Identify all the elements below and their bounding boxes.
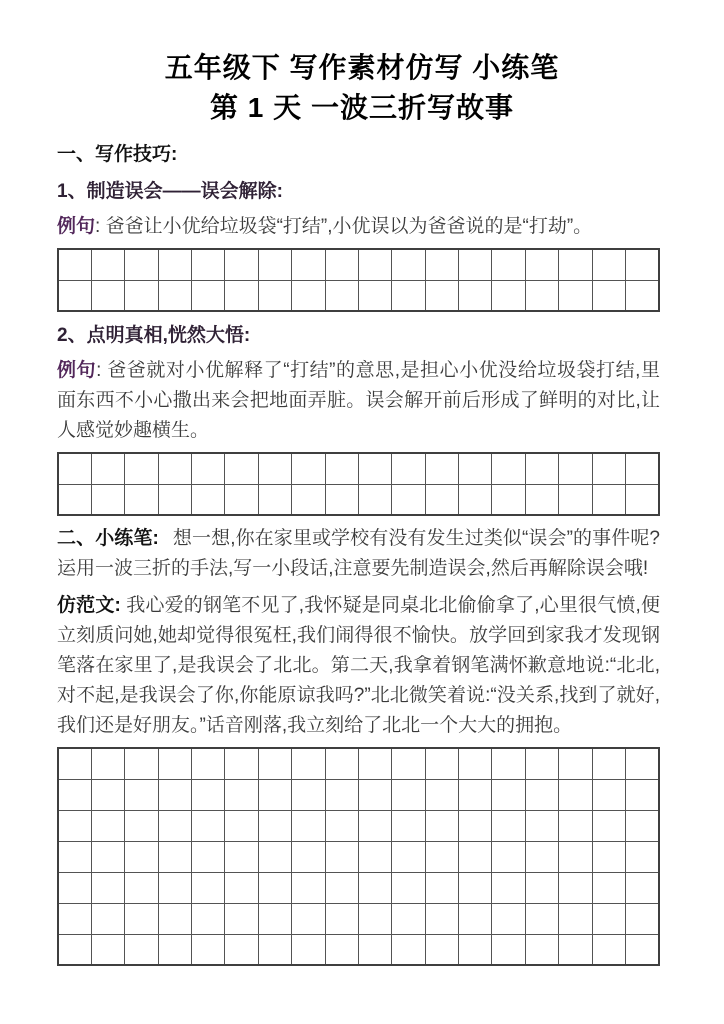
grid-cell — [525, 280, 558, 311]
grid-cell — [392, 841, 425, 872]
grid-cell — [492, 934, 525, 965]
grid-cell — [625, 779, 659, 810]
grid-cell — [559, 748, 592, 779]
grid-cell — [325, 748, 358, 779]
grid-cell — [459, 779, 492, 810]
grid-cell — [525, 903, 558, 934]
grid-cell — [225, 249, 258, 280]
grid-cell — [459, 453, 492, 484]
grid-cell — [358, 453, 391, 484]
grid-cell — [559, 280, 592, 311]
grid-cell — [492, 484, 525, 515]
grid-cell — [459, 748, 492, 779]
grid-cell — [425, 748, 458, 779]
writing-grid-2 — [57, 452, 660, 516]
grid-cell — [358, 280, 391, 311]
grid-cell — [492, 249, 525, 280]
practice-prompt — [57, 524, 660, 584]
grid-cell — [425, 810, 458, 841]
grid-cell — [225, 841, 258, 872]
title-line-1: 五年级下 写作素材仿写 小练笔 — [164, 52, 560, 83]
grid-cell — [358, 249, 391, 280]
grid-cell — [592, 748, 625, 779]
grid-row — [58, 748, 659, 779]
grid-cell — [392, 779, 425, 810]
grid-cell — [592, 903, 625, 934]
writing-grid-3 — [57, 747, 660, 966]
grid-cell — [192, 934, 225, 965]
grid-cell — [91, 249, 124, 280]
practice-label: 二、小练笔: — [57, 528, 159, 549]
grid-cell — [425, 903, 458, 934]
grid-cell — [292, 810, 325, 841]
example-sentence-1 — [57, 212, 660, 242]
grid-cell — [258, 872, 291, 903]
grid-cell — [425, 484, 458, 515]
grid-cell — [258, 779, 291, 810]
grid-cell — [158, 748, 191, 779]
grid-cell — [525, 779, 558, 810]
point-2-heading: 2、点明真相,恍然大悟: — [57, 325, 251, 346]
grid-cell — [425, 453, 458, 484]
grid-cell — [258, 841, 291, 872]
grid-cell — [58, 872, 91, 903]
grid-cell — [392, 453, 425, 484]
grid-cell — [392, 484, 425, 515]
grid-cell — [459, 810, 492, 841]
grid-cell — [592, 841, 625, 872]
grid-cell — [325, 249, 358, 280]
grid-cell — [125, 841, 158, 872]
grid-cell — [158, 903, 191, 934]
grid-cell — [425, 841, 458, 872]
grid-cell — [192, 903, 225, 934]
grid-cell — [91, 453, 124, 484]
grid-cell — [525, 934, 558, 965]
document-title-block — [0, 0, 724, 128]
grid-cell — [625, 249, 659, 280]
grid-cell — [225, 810, 258, 841]
grid-cell — [592, 453, 625, 484]
grid-cell — [192, 748, 225, 779]
grid-cell — [392, 748, 425, 779]
grid-cell — [258, 934, 291, 965]
worksheet-content — [0, 142, 724, 966]
grid-cell — [392, 249, 425, 280]
grid-cell — [125, 903, 158, 934]
grid-row — [58, 249, 659, 280]
grid-cell — [625, 872, 659, 903]
grid-cell — [58, 934, 91, 965]
grid-cell — [559, 249, 592, 280]
model-essay-text: 我心爱的钢笔不见了,我怀疑是同桌北北偷偷拿了,心里很气愤,便立刻质问她,她却觉得很冤枉,我们闹得很不愉快。放学回到家我才发现钢笔落在家里了,是我误会了北北。第二天,我拿着钢笔满怀歉意地说:“北北,对不起,是我误会了你,你能原谅我吗?”北北微笑着说:“没关系,找到了就好,我们还是好朋友。”话音刚落,我立刻给了北北一个大大的拥抱。 — [57, 595, 661, 736]
grid-cell — [459, 872, 492, 903]
grid-cell — [525, 841, 558, 872]
grid-cell — [492, 872, 525, 903]
grid-cell — [225, 903, 258, 934]
grid-cell — [158, 453, 191, 484]
grid-cell — [192, 453, 225, 484]
grid-cell — [225, 934, 258, 965]
grid-cell — [492, 810, 525, 841]
grid-cell — [559, 453, 592, 484]
grid-cell — [492, 748, 525, 779]
grid-cell — [392, 903, 425, 934]
grid-cell — [358, 934, 391, 965]
grid-cell — [325, 934, 358, 965]
grid-cell — [592, 484, 625, 515]
grid-cell — [559, 484, 592, 515]
grid-cell — [125, 453, 158, 484]
grid-cell — [258, 484, 291, 515]
grid-cell — [292, 249, 325, 280]
grid-cell — [192, 249, 225, 280]
grid-cell — [325, 903, 358, 934]
grid-cell — [625, 903, 659, 934]
grid-cell — [625, 841, 659, 872]
grid-cell — [158, 934, 191, 965]
grid-cell — [225, 280, 258, 311]
grid-cell — [125, 748, 158, 779]
grid-cell — [325, 453, 358, 484]
grid-row — [58, 903, 659, 934]
grid-cell — [459, 249, 492, 280]
grid-cell — [525, 453, 558, 484]
grid-cell — [559, 841, 592, 872]
grid-cell — [91, 280, 124, 311]
grid-cell — [492, 903, 525, 934]
grid-cell — [125, 484, 158, 515]
grid-cell — [525, 748, 558, 779]
grid-cell — [58, 748, 91, 779]
grid-cell — [258, 453, 291, 484]
grid-cell — [292, 841, 325, 872]
grid-cell — [58, 280, 91, 311]
grid-cell — [225, 779, 258, 810]
grid-cell — [292, 280, 325, 311]
grid-cell — [492, 779, 525, 810]
grid-cell — [425, 249, 458, 280]
grid-cell — [625, 748, 659, 779]
grid-cell — [225, 748, 258, 779]
title-line-2: 第 1 天 一波三折写故事 — [210, 92, 514, 123]
grid-row — [58, 934, 659, 965]
grid-cell — [158, 280, 191, 311]
grid-cell — [91, 484, 124, 515]
grid-cell — [592, 872, 625, 903]
example-2-colon: : — [96, 360, 102, 381]
grid-cell — [58, 779, 91, 810]
grid-cell — [325, 779, 358, 810]
grid-cell — [325, 484, 358, 515]
grid-cell — [58, 810, 91, 841]
grid-cell — [91, 748, 124, 779]
grid-cell — [192, 779, 225, 810]
grid-cell — [358, 484, 391, 515]
grid-cell — [625, 810, 659, 841]
grid-cell — [91, 779, 124, 810]
grid-cell — [225, 484, 258, 515]
grid-cell — [459, 903, 492, 934]
grid-cell — [258, 280, 291, 311]
grid-cell — [592, 934, 625, 965]
grid-cell — [158, 841, 191, 872]
grid-cell — [592, 810, 625, 841]
grid-cell — [58, 841, 91, 872]
grid-row — [58, 872, 659, 903]
practice-prompt-text: 想一想,你在家里或学校有没有发生过类似“误会”的事件呢?运用一波三折的手法,写一小段话,注意要先制造误会,然后再解除误会哦! — [57, 528, 660, 579]
grid-cell — [292, 779, 325, 810]
grid-cell — [525, 249, 558, 280]
grid-cell — [58, 453, 91, 484]
example-1-label: 例句 — [57, 216, 96, 237]
grid-cell — [292, 748, 325, 779]
point-1-heading: 1、制造误会——误会解除: — [57, 181, 283, 202]
grid-cell — [258, 810, 291, 841]
section-heading-writing-skills: 一、写作技巧: — [57, 144, 178, 165]
grid-cell — [492, 841, 525, 872]
model-essay-label: 仿范文: — [57, 595, 121, 616]
grid-cell — [592, 280, 625, 311]
grid-cell — [325, 841, 358, 872]
grid-cell — [592, 249, 625, 280]
grid-cell — [225, 453, 258, 484]
grid-cell — [192, 810, 225, 841]
grid-cell — [492, 280, 525, 311]
grid-cell — [258, 249, 291, 280]
grid-cell — [425, 872, 458, 903]
grid-cell — [91, 810, 124, 841]
grid-cell — [625, 453, 659, 484]
grid-row — [58, 484, 659, 515]
grid-cell — [292, 903, 325, 934]
grid-cell — [425, 779, 458, 810]
grid-cell — [158, 810, 191, 841]
example-2-label: 例句 — [57, 360, 97, 381]
grid-cell — [625, 280, 659, 311]
grid-cell — [225, 872, 258, 903]
grid-cell — [459, 841, 492, 872]
grid-cell — [91, 872, 124, 903]
grid-row — [58, 453, 659, 484]
grid-cell — [292, 453, 325, 484]
grid-cell — [58, 249, 91, 280]
grid-cell — [392, 934, 425, 965]
grid-cell — [358, 841, 391, 872]
grid-cell — [125, 280, 158, 311]
writing-grid-1 — [57, 248, 660, 312]
grid-cell — [425, 280, 458, 311]
grid-cell — [459, 484, 492, 515]
example-sentence-2 — [57, 356, 660, 446]
grid-cell — [158, 872, 191, 903]
grid-row — [58, 779, 659, 810]
grid-cell — [358, 748, 391, 779]
grid-cell — [258, 748, 291, 779]
grid-cell — [358, 872, 391, 903]
grid-cell — [592, 779, 625, 810]
grid-cell — [125, 810, 158, 841]
grid-cell — [325, 872, 358, 903]
grid-cell — [58, 484, 91, 515]
grid-cell — [325, 280, 358, 311]
grid-cell — [358, 903, 391, 934]
grid-cell — [292, 484, 325, 515]
grid-cell — [492, 453, 525, 484]
grid-cell — [525, 872, 558, 903]
grid-cell — [425, 934, 458, 965]
example-2-text: 爸爸就对小优解释了“打结”的意思,是担心小优没给垃圾袋打结,里面东西不小心撒出来会把地面弄脏。误会解开前后形成了鲜明的对比,让人感觉妙趣横生。 — [57, 360, 660, 441]
grid-cell — [392, 872, 425, 903]
grid-cell — [525, 484, 558, 515]
grid-cell — [125, 872, 158, 903]
grid-cell — [559, 779, 592, 810]
example-1-text: 爸爸让小优给垃圾袋“打结”,小优误以为爸爸说的是“打劫”。 — [105, 216, 593, 237]
grid-cell — [125, 934, 158, 965]
grid-cell — [125, 779, 158, 810]
grid-cell — [392, 280, 425, 311]
grid-cell — [192, 841, 225, 872]
grid-cell — [392, 810, 425, 841]
grid-cell — [158, 484, 191, 515]
grid-cell — [625, 484, 659, 515]
grid-row — [58, 810, 659, 841]
grid-cell — [258, 903, 291, 934]
grid-cell — [125, 249, 158, 280]
grid-cell — [525, 810, 558, 841]
grid-cell — [559, 934, 592, 965]
grid-cell — [292, 934, 325, 965]
grid-cell — [58, 903, 91, 934]
grid-cell — [459, 934, 492, 965]
grid-cell — [192, 484, 225, 515]
grid-cell — [192, 872, 225, 903]
example-1-colon: : — [95, 216, 101, 237]
grid-cell — [559, 872, 592, 903]
grid-cell — [325, 810, 358, 841]
grid-cell — [292, 872, 325, 903]
grid-cell — [91, 903, 124, 934]
grid-row — [58, 841, 659, 872]
grid-cell — [625, 934, 659, 965]
grid-cell — [358, 810, 391, 841]
grid-cell — [459, 280, 492, 311]
grid-cell — [358, 779, 391, 810]
grid-row — [58, 280, 659, 311]
grid-cell — [559, 903, 592, 934]
model-essay — [57, 591, 660, 741]
grid-cell — [559, 810, 592, 841]
grid-cell — [158, 249, 191, 280]
grid-cell — [91, 934, 124, 965]
grid-cell — [158, 779, 191, 810]
grid-cell — [192, 280, 225, 311]
grid-cell — [91, 841, 124, 872]
